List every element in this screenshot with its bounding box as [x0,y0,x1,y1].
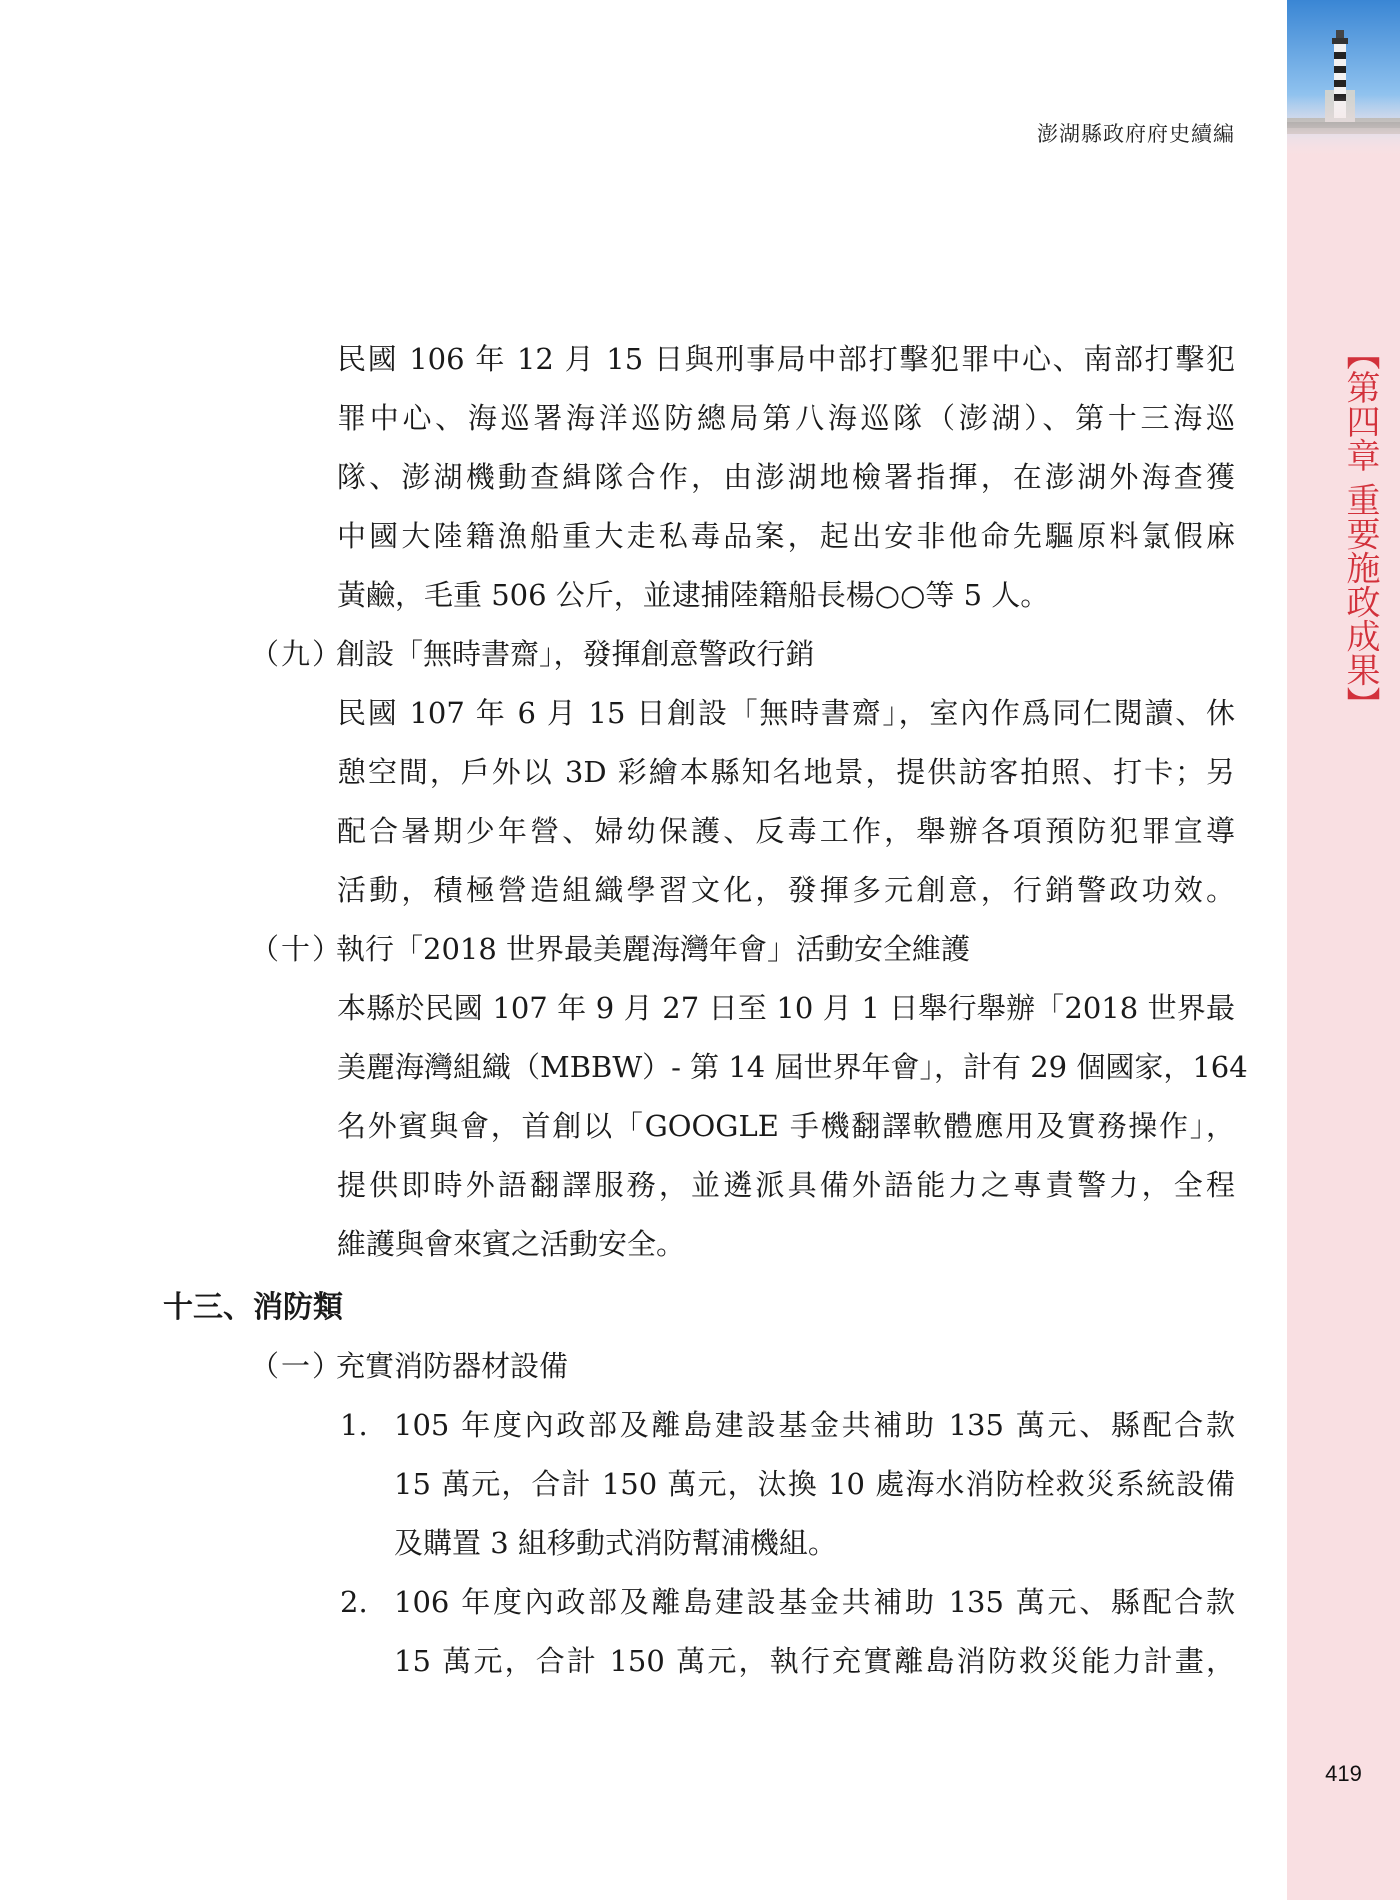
point-number-1: 1. [340,1408,368,1442]
item-marker: （九） [250,637,344,671]
paragraph-point-2 [394,1573,1235,1691]
text-line: 15 萬元，合計 150 萬元，汰換 10 處海水消防栓救災系統設備 [394,1467,1235,1501]
running-header: 澎湖縣政府府史續編 [1037,122,1235,146]
side-margin-band [1287,0,1400,1900]
paragraph-item-9 [337,684,1235,920]
page-number: 419 [1325,1761,1362,1786]
text-line: 罪中心、海巡署海洋巡防總局第八海巡隊（澎湖）、第十三海巡 [337,401,1235,435]
subsection-heading-1 [250,1337,568,1396]
text-line: 民國 107 年 6 月 15 日創設「無時書齋」，室內作爲同仁閱讀、休 [337,696,1235,730]
text-line: 隊、澎湖機動查緝隊合作，由澎湖地檢署指揮，在澎湖外海查獲 [337,460,1235,494]
item-heading-10 [250,920,970,979]
text-line: 及購置 3 組移動式消防幫浦機組。 [394,1526,837,1560]
paragraph-intro [337,330,1235,625]
paragraph-item-10 [337,979,1248,1274]
section-heading-13: 十三、消防類 [163,1290,343,1325]
item-title: 執行「2018 世界最美麗海灣年會」活動安全維護 [336,932,971,966]
text-line: 名外賓與會，首創以「GOOGLE 手機翻譯軟體應用及實務操作」， [337,1109,1235,1143]
text-line: 106 年度內政部及離島建設基金共補助 135 萬元、縣配合款 [394,1585,1235,1619]
text-line: 中國大陸籍漁船重大走私毒品案，起出安非他命先驅原料氯假麻 [337,519,1235,553]
text-line: 民國 106 年 12 月 15 日與刑事局中部打擊犯罪中心、南部打擊犯 [337,342,1235,376]
text-line: 活動，積極營造組織學習文化，發揮多元創意，行銷警政功效。 [337,873,1235,907]
chapter-tab: 【第四章 重要施政成果】 [1340,336,1380,721]
item-title: 充實消防器材設備 [336,1349,569,1383]
item-marker: （十） [250,932,344,966]
paragraph-point-1 [394,1396,1235,1573]
item-marker: （一） [250,1349,344,1383]
text-line: 美麗海灣組織（MBBW）- 第 14 屆世界年會」，計有 29 個國家，164 [337,1050,1248,1084]
text-line: 憩空間，戶外以 3D 彩繪本縣知名地景，提供訪客拍照、打卡；另 [337,755,1235,789]
text-line: 15 萬元，合計 150 萬元，執行充實離島消防救災能力計畫， [394,1644,1235,1678]
item-heading-9 [250,625,815,684]
text-line: 維護與會來賓之活動安全。 [337,1227,686,1261]
text-line: 本縣於民國 107 年 9 月 27 日至 10 月 1 日舉行舉辦「2018 世界最 [337,991,1235,1025]
point-number-2: 2. [340,1585,368,1619]
item-title: 創設「無時書齋」，發揮創意警政行銷 [336,637,815,671]
text-line: 黃鹼，毛重 506 公斤，並逮捕陸籍船長楊○○等 5 人。 [337,578,1050,612]
text-line: 配合暑期少年營、婦幼保護、反毒工作，舉辦各項預防犯罪宣導 [337,814,1235,848]
lighthouse-photo [1287,0,1400,155]
text-line: 105 年度內政部及離島建設基金共補助 135 萬元、縣配合款 [394,1408,1235,1442]
text-line: 提供即時外語翻譯服務，並遴派具備外語能力之專責警力，全程 [337,1168,1235,1202]
